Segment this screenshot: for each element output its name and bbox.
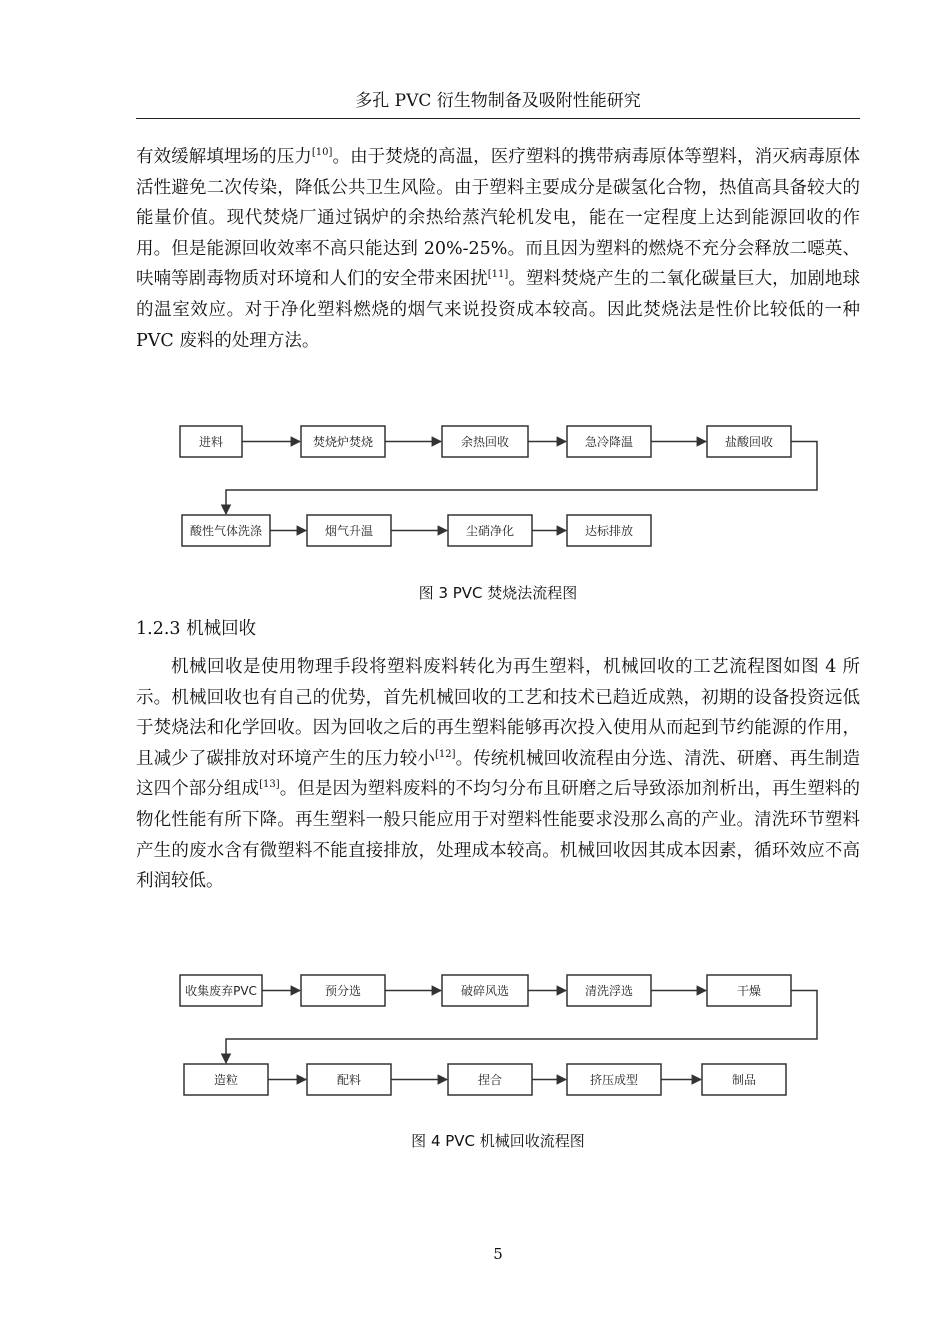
fig4-step-7 bbox=[307, 1064, 391, 1095]
fig4-step-1-label: 收集废弃PVC bbox=[185, 984, 257, 998]
fig4-step-4 bbox=[567, 975, 651, 1006]
fig4-step-9-label: 挤压成型 bbox=[589, 1073, 639, 1087]
citation-ref: [11] bbox=[487, 269, 509, 281]
fig3-step-7 bbox=[307, 515, 391, 546]
paragraph-mechanical-recycling bbox=[136, 652, 860, 897]
fig4-step-6-label: 造粒 bbox=[213, 1073, 239, 1087]
fig4-step-3-label: 破碎风选 bbox=[460, 984, 510, 998]
section-heading bbox=[136, 616, 256, 642]
citation-ref: [13] bbox=[259, 779, 280, 791]
fig3-step-5 bbox=[707, 426, 791, 457]
fig4-step-10 bbox=[702, 1064, 786, 1095]
fig3-step-8 bbox=[448, 515, 532, 546]
fig3-step-2-label: 焚烧炉焚烧 bbox=[312, 435, 374, 449]
fig3-step-4-label: 急冷降温 bbox=[584, 435, 634, 449]
citation-ref: [12] bbox=[434, 748, 456, 760]
fig4-step-2 bbox=[301, 975, 385, 1006]
running-header: 多孔 PVC 衍生物制备及吸附性能研究 bbox=[355, 91, 641, 111]
fig3-step-8-label: 尘硝净化 bbox=[465, 524, 515, 538]
text-run: 有效缓解填埋场的压力 bbox=[136, 147, 312, 167]
fig3-step-9-label: 达标排放 bbox=[584, 524, 634, 538]
fig3-step-4 bbox=[567, 426, 651, 457]
fig3-step-1-label: 进料 bbox=[198, 435, 224, 449]
fig3-step-7-label: 烟气升温 bbox=[324, 524, 374, 538]
fig4-step-8 bbox=[448, 1064, 532, 1095]
text-run: 。由于焚烧的高温，医疗塑料的携带病毒原体等塑料，消灭病毒原体活性避免二次传染，降低公共卫生风险。由于塑料主要成分是碳氢化合物，热值高具备较大的能量价值。现代焚烧厂通过锅炉的余热给蒸汽轮机发电，能在一定程度上达到能源回收的作用。但是能源回收效率不高只能达到 20%-25%。而且因为塑料的燃烧不充分会释放二噁英、呋喃等剧毒物质对环境和人们的安全带来困扰 bbox=[136, 147, 861, 290]
fig3-step-3-label: 余热回收 bbox=[460, 435, 510, 449]
fig4-step-3 bbox=[442, 975, 528, 1006]
figure4-caption: 图 4 PVC 机械回收流程图 bbox=[411, 1132, 585, 1150]
figure3-flowchart bbox=[180, 426, 817, 546]
fig3-step-2 bbox=[301, 426, 385, 457]
fig4-step-5 bbox=[707, 975, 791, 1006]
fig3-step-1 bbox=[180, 426, 242, 457]
fig3-step-3 bbox=[442, 426, 528, 457]
fig4-step-2-label: 预分选 bbox=[324, 984, 362, 998]
text-run: 。塑料焚烧产生的二氧化碳量巨大，加剧地球的温室效应。对于净化塑料燃烧的烟气来说投资成本较高。因此焚烧法是性价比较低的一种 PVC 废料的处理方法。 bbox=[136, 269, 860, 351]
fig4-step-10-label: 制品 bbox=[731, 1073, 757, 1087]
fig4-step-4-label: 清洗浮选 bbox=[584, 984, 634, 998]
text-run: 。传统机械回收流程由分选、清洗、研磨、再生制造这四个部分组成 bbox=[136, 748, 861, 800]
citation-ref: [10] bbox=[311, 147, 333, 159]
fig4-step-7-label: 配料 bbox=[336, 1073, 362, 1087]
section-title: 机械回收 bbox=[186, 619, 257, 639]
figure3-caption: 图 3 PVC 焚烧法流程图 bbox=[418, 584, 578, 602]
fig4-step-5-label: 干燥 bbox=[736, 984, 762, 998]
text-run: 机械回收是使用物理手段将塑料废料转化为再生塑料，机械回收的工艺流程图如图 4 所示。机械回收也有自己的优势，首先机械回收的工艺和技术已趋近成熟，初期的设备投资远低于焚烧法和化学回收。因为回收之后的再生塑料能够再次投入使用从而起到节约能源的作用，且减少了碳排放对环境产生的压力较小 bbox=[136, 657, 860, 769]
section-number: 1.2.3 bbox=[136, 619, 181, 639]
figure4-flowchart bbox=[180, 975, 817, 1095]
fig3-step-5-label: 盐酸回收 bbox=[724, 435, 774, 449]
fig4-step-6 bbox=[184, 1064, 268, 1095]
fig3-step-6-label: 酸性气体洗涤 bbox=[189, 524, 263, 538]
fig3-step-6 bbox=[182, 515, 270, 546]
fig4-step-8-label: 捏合 bbox=[477, 1073, 503, 1087]
page-number: 5 bbox=[493, 1245, 503, 1263]
fig4-step-1 bbox=[180, 975, 262, 1006]
fig3-step-9 bbox=[567, 515, 651, 546]
text-run: 。但是因为塑料废料的不均匀分布且研磨之后导致添加剂析出，再生塑料的物化性能有所下降。再生塑料一般只能应用于对塑料性能要求没那么高的产业。清洗环节塑料产生的废水含有微塑料不能直接排放，处理成本较高。机械回收因其成本因素，循环效应不高利润较低。 bbox=[136, 779, 860, 892]
fig4-step-9 bbox=[567, 1064, 661, 1095]
